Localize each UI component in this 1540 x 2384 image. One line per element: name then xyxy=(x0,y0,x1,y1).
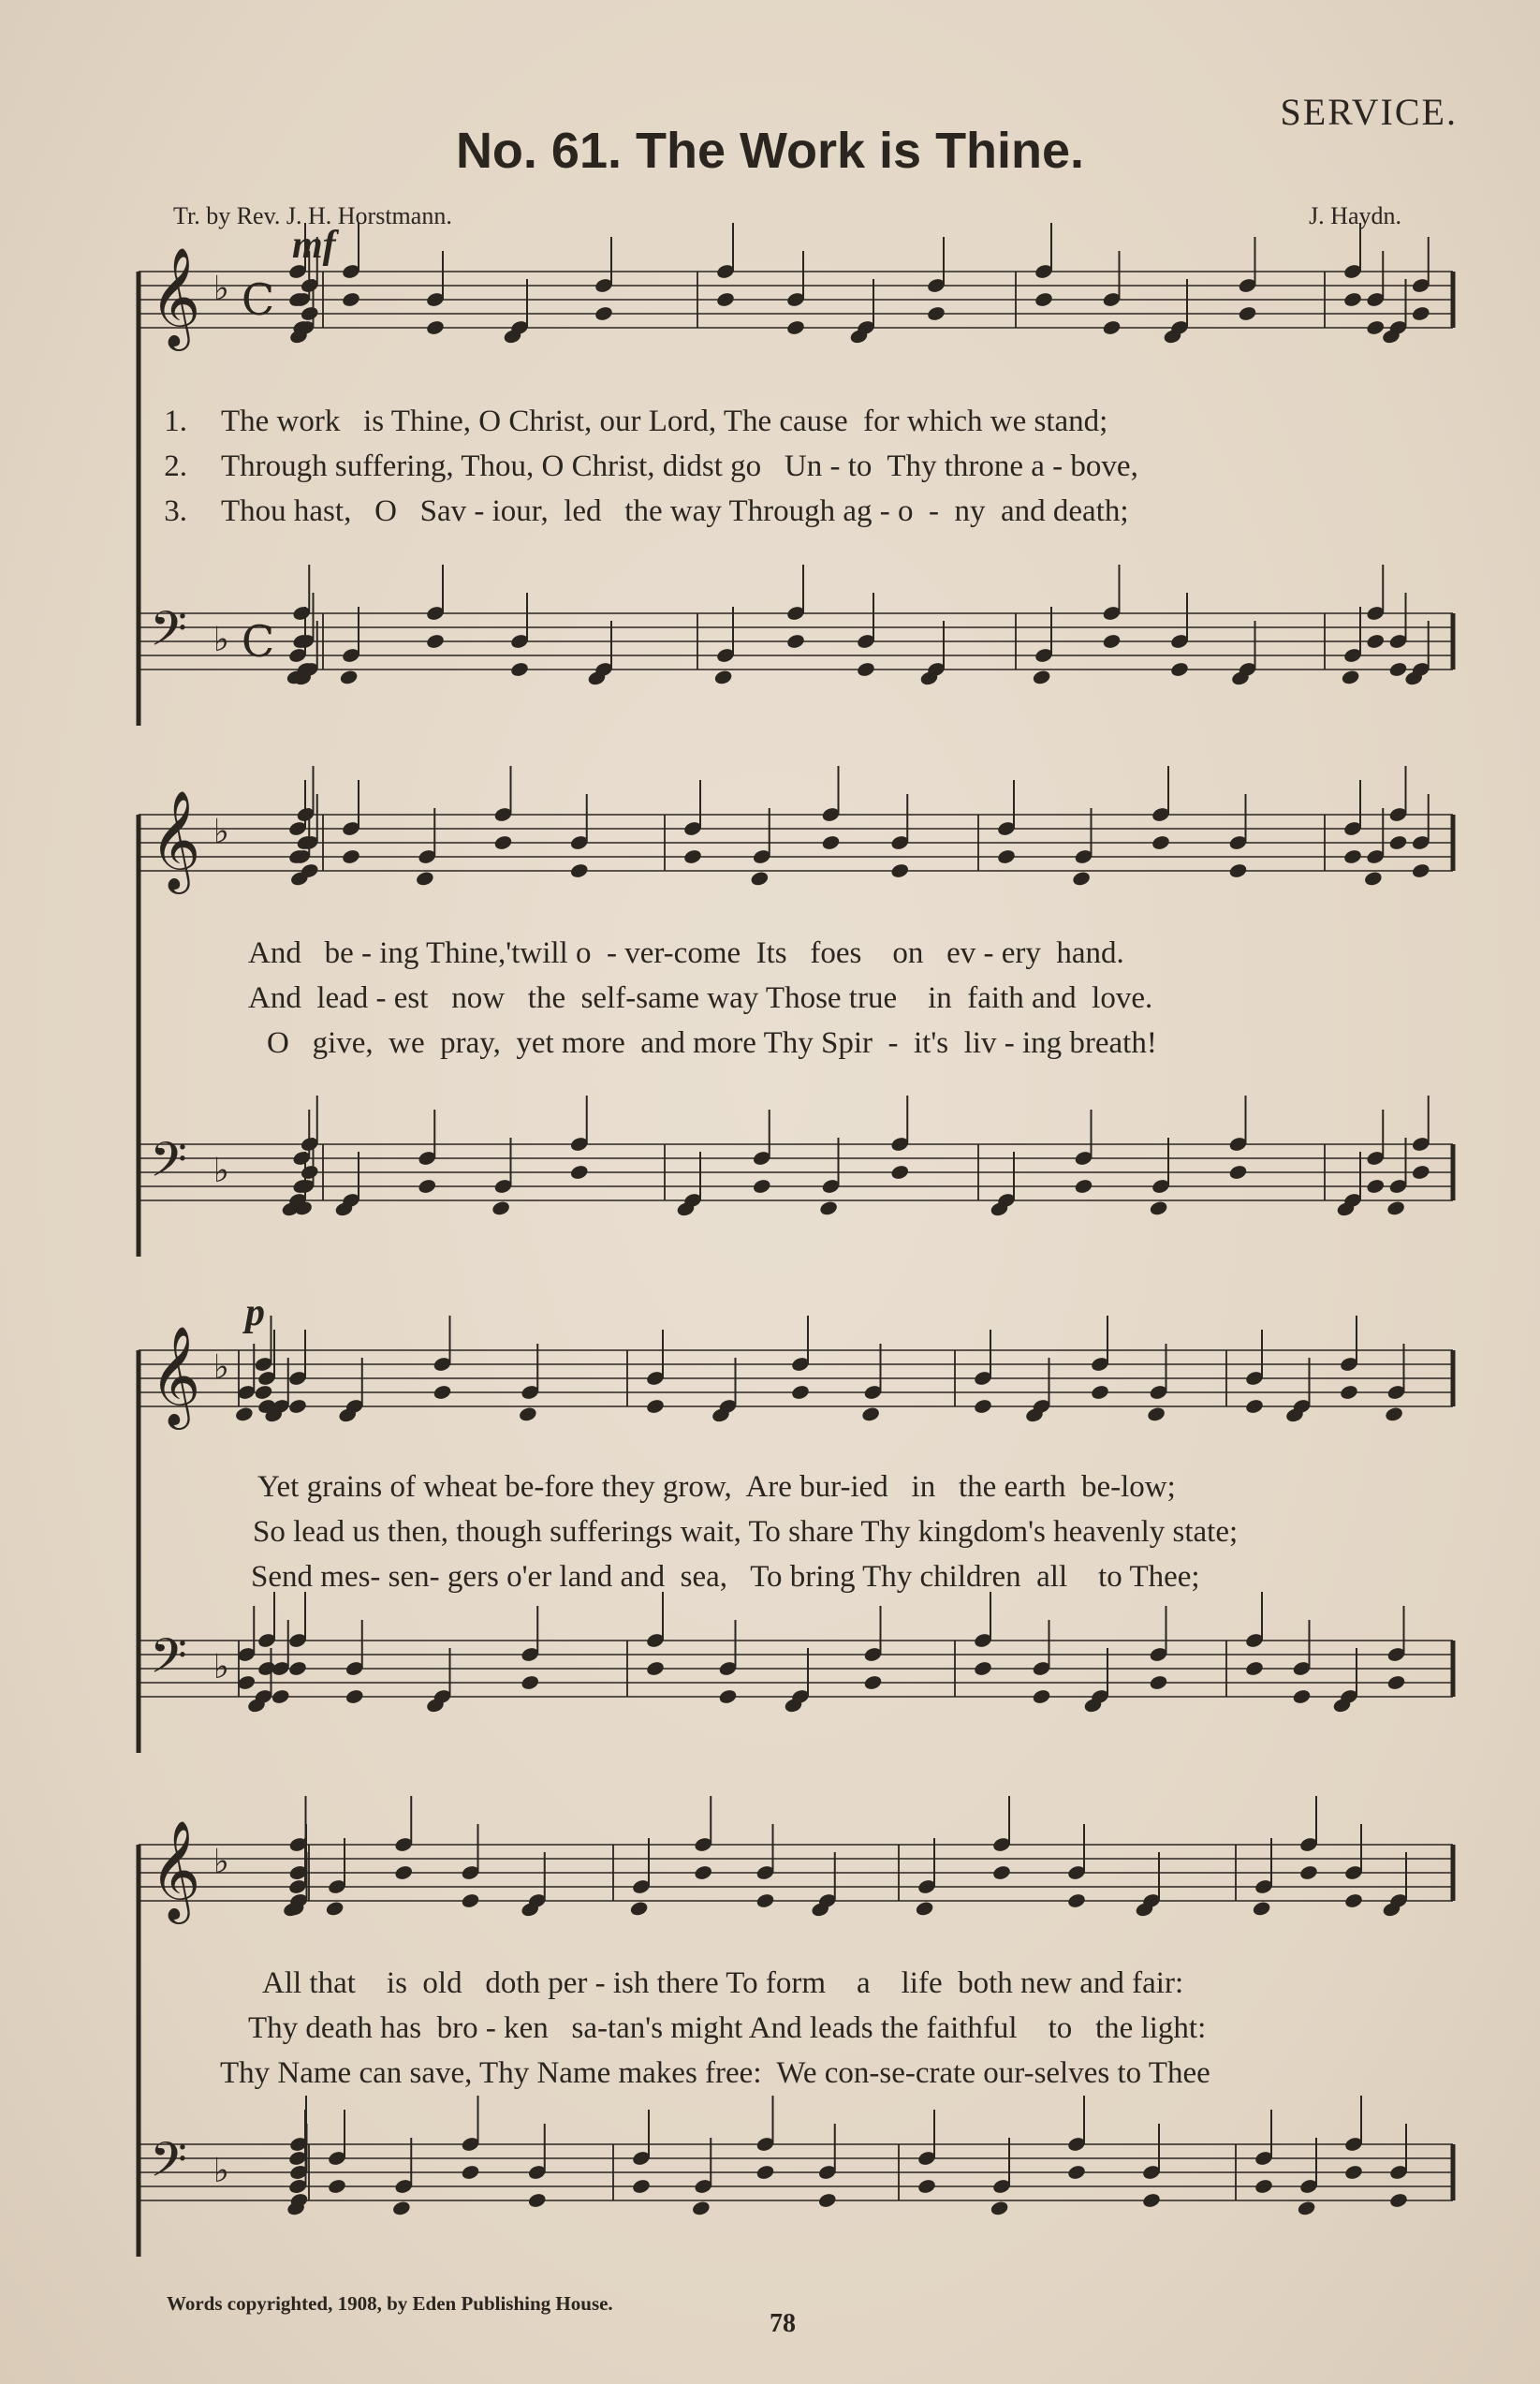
key-signature-flat: ♭ xyxy=(213,621,229,659)
bass-clef: 𝄢 xyxy=(150,1627,187,1696)
notehead xyxy=(915,1900,934,1917)
notehead xyxy=(425,633,445,650)
notehead xyxy=(715,291,735,308)
bass-clef: 𝄢 xyxy=(150,600,187,669)
notehead xyxy=(917,2178,936,2195)
notehead xyxy=(527,2192,547,2209)
notehead xyxy=(1146,1405,1166,1422)
notehead xyxy=(1149,1199,1168,1216)
notehead xyxy=(254,1384,273,1401)
notehead xyxy=(790,1384,810,1401)
notehead xyxy=(996,848,1016,865)
notehead xyxy=(339,669,359,685)
notehead xyxy=(1252,1900,1271,1917)
notehead xyxy=(461,1892,480,1909)
dynamic-p: p xyxy=(245,1291,265,1334)
notehead xyxy=(1343,1892,1363,1909)
notehead xyxy=(755,1892,775,1909)
notehead xyxy=(645,1398,665,1415)
lyric-line: Thy Name can save, Thy Name makes free: We con-se-crate our-selves to Thee xyxy=(220,2056,1210,2090)
bass-clef: 𝄢 xyxy=(150,2131,187,2200)
time-signature: C xyxy=(242,616,275,667)
notehead xyxy=(394,1864,414,1881)
notehead xyxy=(1297,2200,1316,2216)
lyric-line: And lead - est now the self-same way Those true in faith and love. xyxy=(248,981,1153,1015)
notehead xyxy=(645,1660,665,1677)
notehead xyxy=(973,1660,992,1677)
notehead xyxy=(1151,834,1170,851)
lyric-line: Thy death has bro - ken sa-tan's might And leads the faithful to the light: xyxy=(248,2011,1207,2045)
lyric-line: All that is old doth per - ish there To form a life both new and fair: xyxy=(262,1966,1184,2000)
notehead xyxy=(415,870,434,887)
lyric-line: And be - ing Thine,'twill o - ver-come Its foes on ev - ery hand. xyxy=(248,936,1124,970)
time-signature: C xyxy=(242,274,275,325)
notehead xyxy=(425,319,445,336)
notehead xyxy=(521,1674,540,1691)
notehead xyxy=(682,848,702,865)
notehead xyxy=(1244,1398,1264,1415)
notehead xyxy=(785,319,805,336)
notehead xyxy=(1388,834,1408,851)
notehead xyxy=(1071,870,1091,887)
key-signature-flat: ♭ xyxy=(213,2152,229,2190)
notehead xyxy=(1149,1674,1168,1691)
notehead xyxy=(1032,1688,1051,1705)
notehead xyxy=(1244,1660,1264,1677)
notehead xyxy=(1342,291,1362,308)
notehead xyxy=(1074,1178,1093,1195)
key-signature-flat: ♭ xyxy=(213,1648,229,1686)
treble-clef: 𝄞 xyxy=(150,789,201,890)
notehead xyxy=(234,1405,254,1422)
notehead xyxy=(1034,291,1053,308)
notehead xyxy=(890,1164,910,1181)
notehead xyxy=(1090,1384,1109,1401)
treble-clef: 𝄞 xyxy=(150,1819,201,1920)
bass-clef: 𝄢 xyxy=(150,1131,187,1199)
key-signature-flat: ♭ xyxy=(213,1843,229,1881)
notehead xyxy=(1384,1405,1403,1422)
notehead xyxy=(990,2200,1009,2216)
notehead xyxy=(341,291,360,308)
notehead xyxy=(569,862,589,879)
notehead xyxy=(461,2164,480,2181)
notehead xyxy=(691,2200,711,2216)
notehead xyxy=(821,834,841,851)
notehead xyxy=(509,661,529,678)
notehead xyxy=(325,1900,345,1917)
notehead xyxy=(1388,661,1408,678)
notehead xyxy=(817,2192,837,2209)
notehead xyxy=(594,305,613,322)
notehead xyxy=(1343,2164,1363,2181)
notehead xyxy=(1102,633,1122,650)
notehead xyxy=(1366,633,1386,650)
notehead xyxy=(890,862,910,879)
lyric-line: O give, we pray, yet more and more Thy Spir - it's liv - ing breath! xyxy=(267,1026,1157,1060)
notehead xyxy=(991,1864,1011,1881)
notehead xyxy=(863,1674,883,1691)
translator-credit: Tr. by Rev. J. H. Horstmann. xyxy=(173,202,452,229)
notehead xyxy=(1238,305,1257,322)
hymn-title: No. 61. The Work is Thine. xyxy=(455,123,1085,179)
notehead xyxy=(569,1164,589,1181)
notehead xyxy=(1254,2178,1273,2195)
notehead xyxy=(1363,870,1383,887)
lyric-line: Send mes- sen- gers o'er land and sea, To bring Thy children all to Thee; xyxy=(251,1560,1200,1594)
notehead xyxy=(973,1398,992,1415)
notehead xyxy=(300,1164,319,1181)
notehead xyxy=(1342,848,1362,865)
notehead xyxy=(345,1688,364,1705)
notehead xyxy=(300,305,319,322)
lyric-line: 2. Through suffering, Thou, O Christ, didst go Un - to Thy throne a - bove, xyxy=(164,449,1138,483)
notehead xyxy=(856,661,875,678)
notehead xyxy=(1411,305,1430,322)
notehead xyxy=(287,1398,307,1415)
notehead xyxy=(1066,1892,1086,1909)
notehead xyxy=(1228,1164,1248,1181)
notehead xyxy=(491,1199,510,1216)
notehead xyxy=(1339,1384,1358,1401)
key-signature-flat: ♭ xyxy=(213,1152,229,1190)
notehead xyxy=(493,834,513,851)
notehead xyxy=(1386,1199,1405,1216)
notehead xyxy=(785,633,805,650)
notehead xyxy=(391,2200,411,2216)
notehead xyxy=(327,2178,346,2195)
notehead xyxy=(926,305,946,322)
key-signature-flat: ♭ xyxy=(213,813,229,851)
treble-clef: 𝄞 xyxy=(150,246,201,346)
notehead xyxy=(1366,1178,1386,1195)
notehead xyxy=(1032,669,1051,685)
notehead xyxy=(1386,1674,1406,1691)
lyric-line: 3. Thou hast, O Sav - iour, led the way Through ag - o - ny and death; xyxy=(164,494,1129,528)
notehead xyxy=(713,669,733,685)
notehead xyxy=(1066,2164,1086,2181)
notehead xyxy=(341,848,360,865)
notehead xyxy=(257,1660,276,1677)
notehead xyxy=(752,1178,771,1195)
notehead xyxy=(1228,862,1248,879)
lyric-line: 1. The work is Thine, O Christ, our Lord, The cause for which we stand; xyxy=(164,405,1108,438)
treble-clef: 𝄞 xyxy=(150,1325,201,1425)
notehead xyxy=(1341,669,1360,685)
notehead xyxy=(750,870,770,887)
notehead xyxy=(271,1688,290,1705)
copyright-notice: Words copyrighted, 1908, by Eden Publishing House. xyxy=(167,2292,613,2315)
notehead xyxy=(1141,2192,1161,2209)
notehead xyxy=(631,2178,651,2195)
section-label: SERVICE. xyxy=(1280,91,1458,133)
notehead xyxy=(1366,319,1386,336)
notehead xyxy=(1102,319,1122,336)
notehead xyxy=(1298,1864,1318,1881)
notehead xyxy=(433,1384,452,1401)
key-signature-flat: ♭ xyxy=(213,1348,229,1387)
dynamic-mf: mf xyxy=(292,224,336,267)
notehead xyxy=(1411,1164,1430,1181)
notehead xyxy=(418,1178,437,1195)
notehead xyxy=(718,1688,738,1705)
key-signature-flat: ♭ xyxy=(213,270,229,308)
notehead xyxy=(629,1900,649,1917)
lyric-line: So lead us then, though sufferings wait, To share Thy kingdom's heavenly state; xyxy=(253,1515,1239,1549)
notehead xyxy=(1169,661,1189,678)
notehead xyxy=(818,1199,838,1216)
notehead xyxy=(287,1660,307,1677)
notehead xyxy=(860,1405,880,1422)
notehead xyxy=(694,1864,713,1881)
page-number: 78 xyxy=(770,2309,796,2338)
lyric-line: Yet grains of wheat be-fore they grow, Are bur-ied in the earth be-low; xyxy=(257,1470,1176,1504)
notehead xyxy=(1388,2192,1408,2209)
notehead xyxy=(1411,862,1430,879)
composer-credit: J. Haydn. xyxy=(1309,202,1401,229)
notehead xyxy=(755,2164,775,2181)
notehead xyxy=(518,1405,537,1422)
notehead xyxy=(1292,1688,1312,1705)
